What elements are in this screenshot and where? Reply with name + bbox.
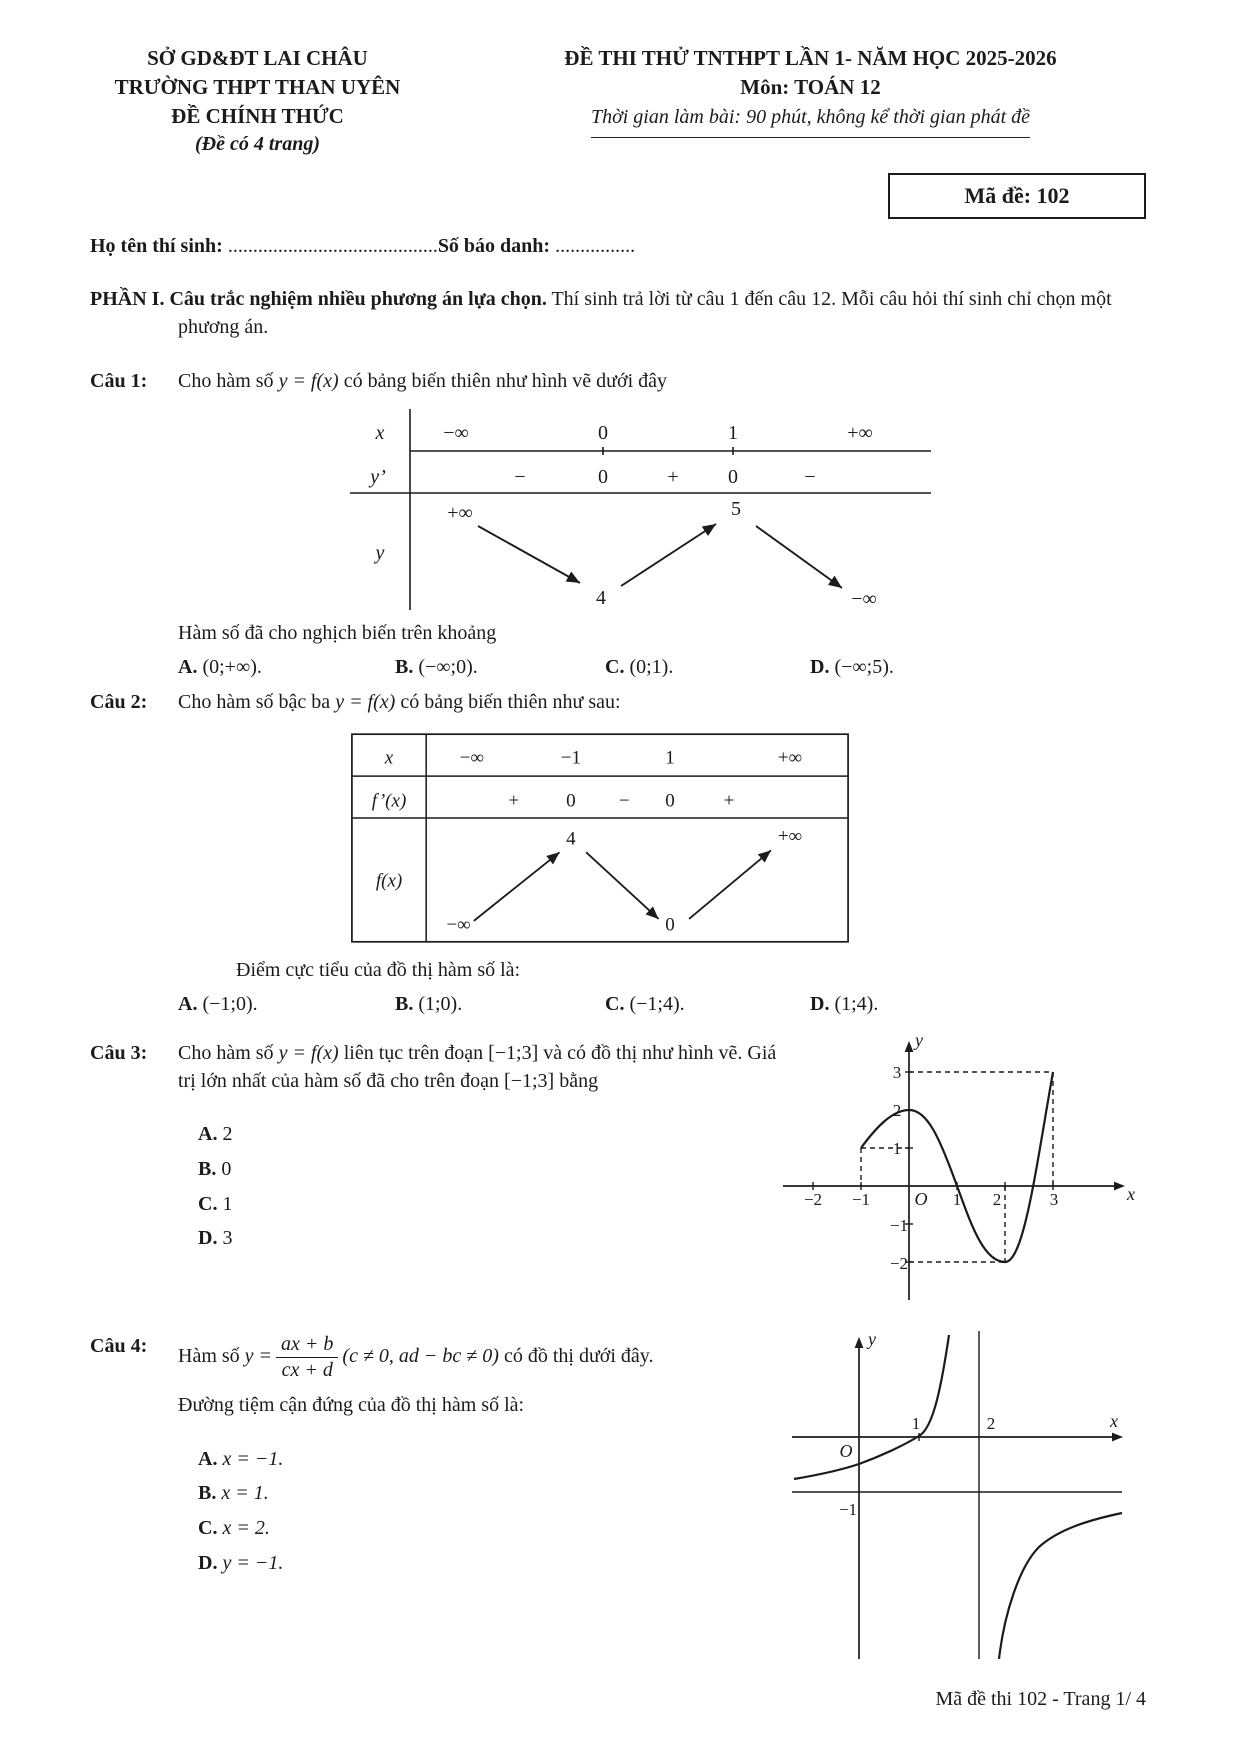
answer-option-c xyxy=(198,1515,778,1543)
answer-option-d xyxy=(198,1550,778,1578)
x-tick-label: 3 xyxy=(1049,1190,1059,1210)
answer-letter: D. xyxy=(198,1227,218,1250)
answer-text: (1;4). xyxy=(834,992,879,1015)
question-3-left xyxy=(178,1040,783,1260)
answer-option-d xyxy=(810,991,1146,1019)
answer-option-d xyxy=(198,1225,783,1253)
sign: − xyxy=(618,790,630,812)
header-right xyxy=(475,44,1146,159)
question-2-text-pre: Cho hàm số bậc ba xyxy=(178,691,331,714)
question-4-text-post: có đồ thị dưới đây. xyxy=(503,1345,654,1368)
x-value: 0 xyxy=(598,422,608,445)
x-tick-label: −2 xyxy=(803,1190,823,1210)
answer-text: (−1;0). xyxy=(202,992,258,1015)
maximum-value: 5 xyxy=(731,498,741,521)
answer-text: x = −1. xyxy=(222,1447,284,1470)
x-value: +∞ xyxy=(777,747,803,769)
answer-option-a xyxy=(198,1446,778,1474)
answer-letter: A. xyxy=(198,1447,218,1470)
x-value: −1 xyxy=(560,747,582,769)
question-2-body xyxy=(178,689,1146,1018)
y-tick-label: −1 xyxy=(838,1500,858,1520)
question-3-body xyxy=(178,1030,1146,1313)
question-4-condition: (c ≠ 0, ad − bc ≠ 0) xyxy=(342,1345,499,1368)
answer-letter: C. xyxy=(605,655,625,678)
row-fprime-label: f’(x) xyxy=(371,790,407,812)
answer-letter: D. xyxy=(198,1551,218,1574)
x-axis-arrow xyxy=(1114,1182,1125,1191)
row-y-label: y xyxy=(375,542,385,565)
maximum-value: 4 xyxy=(566,828,576,850)
question-4-equals: y = xyxy=(244,1345,273,1368)
y-tick-label: −2 xyxy=(889,1254,909,1274)
row-yprime-label: y’ xyxy=(370,466,386,489)
question-3-formula: y = f(x) xyxy=(278,1042,339,1065)
student-info-line xyxy=(90,233,1146,261)
sign: 0 xyxy=(728,466,738,489)
answer-text: 0 xyxy=(221,1157,232,1180)
part1-title: PHẦN I. Câu trắc nghiệm nhiều phương án lựa chọn. xyxy=(90,288,547,311)
limit-value: +∞ xyxy=(777,825,803,847)
question-1-answers xyxy=(178,654,1146,682)
x-axis-label: x xyxy=(1110,1411,1118,1432)
answer-letter: B. xyxy=(395,992,414,1015)
x-tick-label: −1 xyxy=(851,1190,871,1210)
answer-option-b xyxy=(395,991,605,1019)
pages-note: (Đề có 4 trang) xyxy=(195,132,320,155)
y-axis-label: y xyxy=(868,1329,876,1350)
question-1-text xyxy=(178,368,1146,396)
question-1-ask: Hàm số đã cho nghịch biến trên khoảng xyxy=(178,622,497,645)
y-axis-arrow xyxy=(905,1041,914,1052)
increasing-arrow xyxy=(621,524,716,586)
answer-text: x = 2. xyxy=(222,1516,270,1539)
x-tick-label: 1 xyxy=(911,1414,921,1434)
answer-letter: A. xyxy=(178,655,198,678)
x-value: −∞ xyxy=(443,422,469,445)
sign: 0 xyxy=(598,466,608,489)
question-4-answers xyxy=(198,1446,778,1577)
decreasing-arrow xyxy=(586,852,658,919)
answer-option-a xyxy=(178,654,395,682)
question-1-body xyxy=(178,368,1146,682)
answer-letter: C. xyxy=(198,1516,218,1539)
exam-duration: Thời gian làm bài: 90 phút, không kể thời gian phát đề xyxy=(591,104,1030,138)
variation-table-q1 xyxy=(348,407,933,612)
answer-text: 1 xyxy=(222,1192,233,1215)
hyperbola-left-branch xyxy=(794,1335,949,1479)
exam-subject: Môn: TOÁN 12 xyxy=(740,74,881,99)
hyperbola-right-branch xyxy=(999,1513,1122,1659)
question-2-ask: Điểm cực tiểu của đồ thị hàm số là: xyxy=(236,959,521,982)
question-3 xyxy=(90,1030,1146,1313)
fraction xyxy=(276,1333,338,1382)
origin-label: O xyxy=(914,1189,928,1210)
question-3-text xyxy=(178,1040,783,1095)
y-tick-label: 3 xyxy=(892,1063,902,1083)
department-name: SỞ GD&ĐT LAI CHÂU xyxy=(147,46,368,70)
answer-letter: C. xyxy=(605,992,625,1015)
answer-letter: C. xyxy=(198,1192,218,1215)
header xyxy=(90,44,1146,159)
decreasing-arrow xyxy=(478,526,580,583)
question-4-text-pre: Hàm số xyxy=(178,1345,240,1368)
sign: + xyxy=(667,466,679,489)
answer-option-b xyxy=(198,1156,783,1184)
x-axis-label: x xyxy=(1127,1184,1135,1205)
answer-text: (0;+∞). xyxy=(202,655,262,678)
answer-option-b xyxy=(198,1480,778,1508)
increasing-arrow xyxy=(474,852,560,921)
question-1-formula: y = f(x) xyxy=(278,369,339,392)
part1-heading xyxy=(90,286,1146,341)
answer-letter: B. xyxy=(395,655,414,678)
y-tick-label: 1 xyxy=(892,1139,902,1159)
school-name: TRƯỜNG THPT THAN UYÊN xyxy=(114,74,401,99)
minimum-value: 4 xyxy=(596,587,606,610)
student-id-label: Số báo danh: xyxy=(437,234,551,257)
x-value: +∞ xyxy=(847,422,873,445)
limit-value: −∞ xyxy=(851,588,877,611)
answer-option-c xyxy=(605,654,810,682)
answer-text: (−∞;0). xyxy=(418,655,478,678)
question-3-answers xyxy=(198,1121,783,1252)
answer-text: (1;0). xyxy=(418,992,463,1015)
question-2 xyxy=(90,689,1146,1018)
question-2-answers xyxy=(178,991,1146,1019)
header-left xyxy=(90,44,425,159)
question-3-number: Câu 3: xyxy=(90,1042,148,1065)
student-name-label: Họ tên thí sinh: xyxy=(90,234,223,257)
student-name-blank: .......................................... xyxy=(227,234,438,257)
question-4 xyxy=(90,1329,1146,1662)
question-4-number: Câu 4: xyxy=(90,1335,148,1358)
exam-code-row xyxy=(90,173,1146,219)
sign: + xyxy=(508,790,520,812)
answer-option-a xyxy=(198,1121,783,1149)
function-graph-q4 xyxy=(784,1327,1129,1662)
question-4-left xyxy=(178,1333,778,1584)
sign: − xyxy=(804,466,816,489)
function-graph-q3 xyxy=(771,1028,1141,1313)
y-tick-label: 2 xyxy=(892,1101,902,1121)
row-x-label: x xyxy=(384,747,394,769)
page-footer: Mã đề thi 102 - Trang 1/ 4 xyxy=(935,1688,1146,1710)
answer-option-c xyxy=(605,991,810,1019)
answer-letter: A. xyxy=(198,1123,218,1146)
question-1-text-post: có bảng biến thiên như hình vẽ dưới đây xyxy=(343,369,668,392)
question-2-formula: y = f(x) xyxy=(335,691,396,714)
exam-code-box: Mã đề: 102 xyxy=(888,173,1146,219)
x-value: 1 xyxy=(665,747,675,769)
question-4-ask: Đường tiệm cận đứng của đồ thị hàm số là: xyxy=(178,1394,525,1417)
question-2-number: Câu 2: xyxy=(90,691,148,714)
official-exam-label: ĐỀ CHÍNH THỨC xyxy=(171,103,344,128)
y-axis-label: y xyxy=(915,1030,923,1051)
x-tick-label: 1 xyxy=(952,1190,962,1210)
x-axis-arrow xyxy=(1112,1433,1123,1442)
answer-text: 2 xyxy=(222,1123,233,1146)
question-1 xyxy=(90,368,1146,682)
question-3-text-post: liên tục trên đoạn [−1;3] và có đồ thị như hình vẽ. Giá trị lớn nhất của hàm số đã cho trên đoạn [−1;3] bằng xyxy=(178,1042,777,1092)
x-tick-label: 2 xyxy=(986,1414,996,1434)
answer-text: (−∞;5). xyxy=(834,655,894,678)
variation-table-q2 xyxy=(350,727,850,949)
question-3-text-pre: Cho hàm số xyxy=(178,1042,274,1065)
answer-text: (−1;4). xyxy=(629,992,685,1015)
answer-option-b xyxy=(395,654,605,682)
minimum-value: 0 xyxy=(665,914,675,936)
answer-letter: A. xyxy=(178,992,198,1015)
fraction-numerator: ax + b xyxy=(276,1333,338,1358)
answer-option-a xyxy=(178,991,395,1019)
increasing-arrow xyxy=(689,850,771,919)
decreasing-arrow xyxy=(756,526,842,588)
answer-text: (0;1). xyxy=(629,655,674,678)
question-4-text xyxy=(178,1333,778,1382)
answer-letter: D. xyxy=(810,992,830,1015)
fraction-denominator: cx + d xyxy=(281,1359,333,1382)
answer-text: y = −1. xyxy=(222,1551,284,1574)
sign: 0 xyxy=(665,790,675,812)
part1-description: Thí sinh trả lời từ câu 1 đến câu 12. Mỗi câu hỏi thí sinh chỉ chọn một phương án. xyxy=(178,288,1112,339)
sign: + xyxy=(723,790,735,812)
answer-letter: B. xyxy=(198,1482,217,1505)
x-value: −∞ xyxy=(459,747,485,769)
question-1-text-pre: Cho hàm số xyxy=(178,369,274,392)
limit-value: −∞ xyxy=(446,914,471,936)
answer-text: 3 xyxy=(222,1227,233,1250)
question-4-body xyxy=(178,1329,1146,1662)
sign: − xyxy=(514,466,526,489)
answer-option-d xyxy=(810,654,1146,682)
question-1-number: Câu 1: xyxy=(90,369,148,392)
answer-letter: B. xyxy=(198,1157,217,1180)
student-id-blank: ................ xyxy=(555,234,636,257)
answer-text: x = 1. xyxy=(221,1482,269,1505)
y-tick-label: −1 xyxy=(889,1216,909,1236)
x-tick-label: 2 xyxy=(992,1190,1002,1210)
question-2-text-post: có bảng biến thiên như sau: xyxy=(400,691,621,714)
x-value: 1 xyxy=(728,422,738,445)
sign: 0 xyxy=(566,790,576,812)
answer-option-c xyxy=(198,1191,783,1219)
row-f-label: f(x) xyxy=(375,870,403,892)
row-x-label: x xyxy=(375,422,385,445)
exam-title: ĐỀ THI THỬ TNTHPT LẦN 1- NĂM HỌC 2025-2026 xyxy=(564,46,1057,70)
y-axis-arrow xyxy=(855,1337,864,1348)
answer-letter: D. xyxy=(810,655,830,678)
origin-label: O xyxy=(839,1441,853,1462)
question-2-text xyxy=(178,689,1146,717)
limit-value: +∞ xyxy=(447,502,473,525)
